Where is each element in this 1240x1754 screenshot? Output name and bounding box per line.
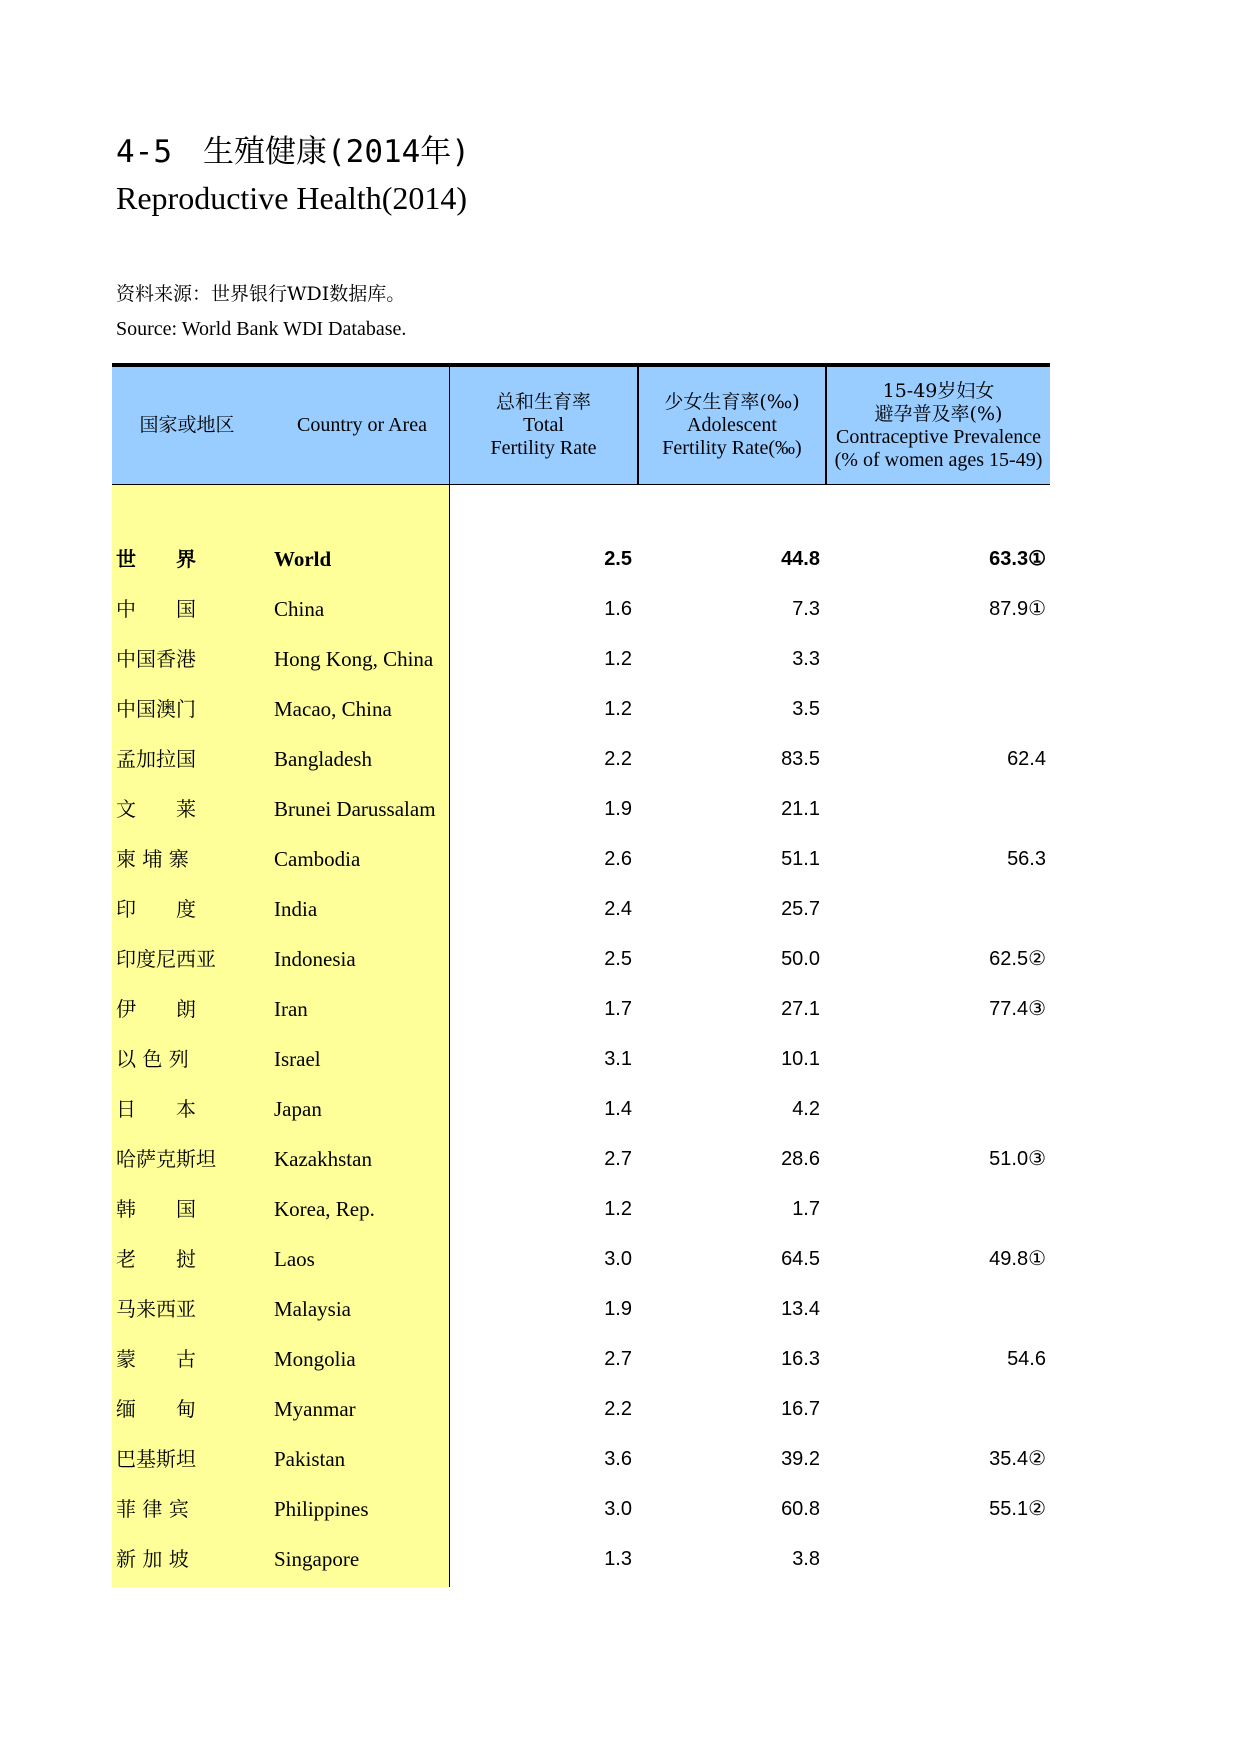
cell-country-cn: 韩 国: [116, 1197, 196, 1221]
table-row: [112, 1534, 1050, 1584]
table-row: [112, 1134, 1050, 1184]
cell-country-en: World: [274, 547, 332, 571]
cell-contraceptive-prevalence: 35.4②: [989, 1448, 1046, 1470]
cell-adolescent-fertility-rate: 16.7: [781, 1398, 820, 1420]
cell-total-fertility-rate: 1.9: [604, 1298, 632, 1320]
cell-total-fertility-rate: 2.7: [604, 1148, 632, 1170]
cell-country-en: Korea, Rep.: [274, 1197, 375, 1221]
cell-country-en: Indonesia: [274, 947, 356, 971]
table-row: [112, 1234, 1050, 1284]
cell-country-cn: 孟加拉国: [116, 747, 196, 771]
cell-total-fertility-rate: 1.4: [604, 1098, 632, 1120]
table-row: [112, 1184, 1050, 1234]
cell-total-fertility-rate: 2.2: [604, 1398, 632, 1420]
cell-adolescent-fertility-rate: 21.1: [781, 798, 820, 820]
cell-country-cn: 柬 埔 寨: [116, 847, 189, 871]
table-row: [112, 534, 1050, 584]
cell-total-fertility-rate: 1.7: [604, 998, 632, 1020]
header-cp-cn-line1: 15-49岁妇女: [882, 379, 995, 402]
table-row: [112, 634, 1050, 684]
page-title-cn: 4-5 生殖健康(2014年): [116, 134, 470, 170]
cell-adolescent-fertility-rate: 3.8: [792, 1548, 820, 1570]
cell-country-en: Malaysia: [274, 1297, 351, 1321]
cell-total-fertility-rate: 2.5: [604, 948, 632, 970]
cell-country-cn: 中国澳门: [116, 697, 196, 721]
cell-total-fertility-rate: 1.2: [604, 698, 632, 720]
header-tfr-cn: 总和生育率: [495, 391, 591, 413]
cell-total-fertility-rate: 2.5: [604, 548, 632, 570]
cell-total-fertility-rate: 3.6: [604, 1448, 632, 1470]
table-row: [112, 684, 1050, 734]
cell-country-cn: 哈萨克斯坦: [116, 1147, 216, 1171]
header-total-fertility-rate: [449, 367, 637, 484]
cell-adolescent-fertility-rate: 3.5: [792, 698, 820, 720]
table-row: [112, 734, 1050, 784]
cell-adolescent-fertility-rate: 44.8: [781, 548, 820, 570]
cell-contraceptive-prevalence: [825, 684, 1046, 734]
cell-total-fertility-rate: 3.1: [604, 1048, 632, 1070]
cell-country-cn: 菲 律 宾: [116, 1497, 189, 1521]
table-header: [112, 367, 1050, 485]
cell-contraceptive-prevalence: 77.4③: [989, 998, 1046, 1020]
cell-contraceptive-prevalence: [825, 1034, 1046, 1084]
table-row: [112, 1334, 1050, 1384]
cell-contraceptive-prevalence: [825, 1384, 1046, 1434]
header-tfr-en-line1: Total: [523, 414, 564, 436]
cell-country-en: Brunei Darussalam: [274, 797, 436, 821]
cell-country-cn: 蒙 古: [116, 1347, 196, 1371]
cell-adolescent-fertility-rate: 13.4: [781, 1298, 820, 1320]
header-tfr-en-line2: Fertility Rate: [490, 437, 597, 459]
cell-country-en: Japan: [274, 1097, 322, 1121]
cell-adolescent-fertility-rate: 50.0: [781, 948, 820, 970]
cell-contraceptive-prevalence: 87.9①: [989, 598, 1046, 620]
cell-total-fertility-rate: 1.2: [604, 648, 632, 670]
cell-adolescent-fertility-rate: 16.3: [781, 1348, 820, 1370]
header-country-cn-label: 国家或地区: [139, 414, 235, 436]
cell-country-en: Bangladesh: [274, 747, 372, 771]
cell-adolescent-fertility-rate: 4.2: [792, 1098, 820, 1120]
cell-contraceptive-prevalence: 51.0③: [989, 1148, 1046, 1170]
cell-country-cn: 印度尼西亚: [116, 947, 216, 971]
cell-contraceptive-prevalence: 54.6: [1007, 1348, 1046, 1370]
cell-country-cn: 巴基斯坦: [116, 1447, 196, 1471]
header-afr-en-line1: Adolescent: [687, 414, 777, 436]
cell-adolescent-fertility-rate: 1.7: [792, 1198, 820, 1220]
cell-adolescent-fertility-rate: 83.5: [781, 748, 820, 770]
cell-adolescent-fertility-rate: 28.6: [781, 1148, 820, 1170]
cell-country-cn: 新 加 坡: [116, 1547, 189, 1571]
cell-country-en: Laos: [274, 1247, 315, 1271]
cell-country-en: Iran: [274, 997, 308, 1021]
header-country-en: [262, 367, 462, 484]
cell-total-fertility-rate: 1.3: [604, 1548, 632, 1570]
cell-adolescent-fertility-rate: 27.1: [781, 998, 820, 1020]
header-country-cn: [112, 367, 262, 484]
cell-contraceptive-prevalence: [825, 884, 1046, 934]
cell-country-en: Pakistan: [274, 1447, 346, 1471]
header-country-en-label: Country or Area: [297, 414, 427, 436]
cell-contraceptive-prevalence: 49.8①: [989, 1248, 1046, 1270]
cell-country-cn: 以 色 列: [116, 1047, 189, 1071]
cell-contraceptive-prevalence: [825, 634, 1046, 684]
cell-adolescent-fertility-rate: 3.3: [792, 648, 820, 670]
cell-total-fertility-rate: 3.0: [604, 1498, 632, 1520]
header-contraceptive-prevalence: [825, 367, 1050, 484]
cell-country-cn: 马来西亚: [116, 1297, 196, 1321]
cell-contraceptive-prevalence: 63.3①: [989, 548, 1046, 570]
cell-total-fertility-rate: 1.6: [604, 598, 632, 620]
cell-country-en: Macao, China: [274, 697, 392, 721]
cell-total-fertility-rate: 2.7: [604, 1348, 632, 1370]
cell-country-cn: 缅 甸: [116, 1397, 196, 1421]
cell-country-en: Myanmar: [274, 1397, 356, 1421]
table-row: [112, 884, 1050, 934]
cell-country-cn: 老 挝: [116, 1247, 196, 1271]
cell-country-en: China: [274, 597, 325, 621]
cell-contraceptive-prevalence: [825, 1284, 1046, 1334]
source-note-cn: 资料来源：世界银行WDI数据库。: [116, 283, 406, 305]
cell-total-fertility-rate: 2.4: [604, 898, 632, 920]
cell-total-fertility-rate: 2.2: [604, 748, 632, 770]
table-row: [112, 1484, 1050, 1534]
header-adolescent-fertility-rate: [637, 367, 825, 484]
cell-country-cn: 中国香港: [116, 647, 196, 671]
table-row: [112, 584, 1050, 634]
cell-country-cn: 中 国: [116, 597, 196, 621]
table-row: [112, 784, 1050, 834]
cell-adolescent-fertility-rate: 60.8: [781, 1498, 820, 1520]
cell-country-en: Singapore: [274, 1547, 360, 1571]
cell-country-en: India: [274, 897, 318, 921]
cell-country-cn: 印 度: [116, 897, 196, 921]
cell-country-cn: 日 本: [116, 1097, 196, 1121]
cell-country-en: Hong Kong, China: [274, 647, 434, 671]
table-row: [112, 1384, 1050, 1434]
table-row: [112, 1434, 1050, 1484]
cell-contraceptive-prevalence: [825, 784, 1046, 834]
table-row: [112, 1034, 1050, 1084]
cell-country-en: Kazakhstan: [274, 1147, 372, 1171]
cell-adolescent-fertility-rate: 39.2: [781, 1448, 820, 1470]
cell-contraceptive-prevalence: 62.4: [1007, 748, 1046, 770]
cell-contraceptive-prevalence: [825, 1534, 1046, 1584]
cell-country-cn: 伊 朗: [116, 997, 196, 1021]
cell-contraceptive-prevalence: [825, 1184, 1046, 1234]
cell-country-en: Philippines: [274, 1497, 369, 1521]
table-row: [112, 1284, 1050, 1334]
cell-total-fertility-rate: 1.9: [604, 798, 632, 820]
cell-country-en: Mongolia: [274, 1347, 356, 1371]
cell-country-cn: 文 莱: [116, 797, 196, 821]
cell-total-fertility-rate: 1.2: [604, 1198, 632, 1220]
cell-adolescent-fertility-rate: 51.1: [781, 848, 820, 870]
table-row: [112, 984, 1050, 1034]
table-row: [112, 1084, 1050, 1134]
cell-country-cn: 世 界: [116, 547, 196, 571]
header-cp-cn-line2: 避孕普及率(%): [874, 402, 1003, 425]
table-row: [112, 934, 1050, 984]
cell-country-en: Cambodia: [274, 847, 361, 871]
header-cp-en-line1: Contraceptive Prevalence: [836, 425, 1041, 448]
cell-total-fertility-rate: 2.6: [604, 848, 632, 870]
source-note-en: Source: World Bank WDI Database.: [116, 318, 407, 340]
cell-total-fertility-rate: 3.0: [604, 1248, 632, 1270]
header-cp-en-line2: (% of women ages 15-49): [834, 448, 1043, 471]
cell-adolescent-fertility-rate: 10.1: [781, 1048, 820, 1070]
page-title-en: Reproductive Health(2014): [116, 180, 467, 216]
table-row: [112, 834, 1050, 884]
table-body: [112, 534, 1050, 1584]
cell-adolescent-fertility-rate: 64.5: [781, 1248, 820, 1270]
cell-contraceptive-prevalence: 55.1②: [989, 1498, 1046, 1520]
cell-country-en: Israel: [274, 1047, 321, 1071]
cell-contraceptive-prevalence: [825, 1084, 1046, 1134]
cell-adolescent-fertility-rate: 25.7: [781, 898, 820, 920]
cell-contraceptive-prevalence: 56.3: [1007, 848, 1046, 870]
header-afr-en-line2: Fertility Rate(‰): [662, 437, 802, 459]
cell-adolescent-fertility-rate: 7.3: [792, 598, 820, 620]
cell-contraceptive-prevalence: 62.5②: [989, 948, 1046, 970]
header-afr-cn: 少女生育率(‰): [664, 391, 800, 413]
